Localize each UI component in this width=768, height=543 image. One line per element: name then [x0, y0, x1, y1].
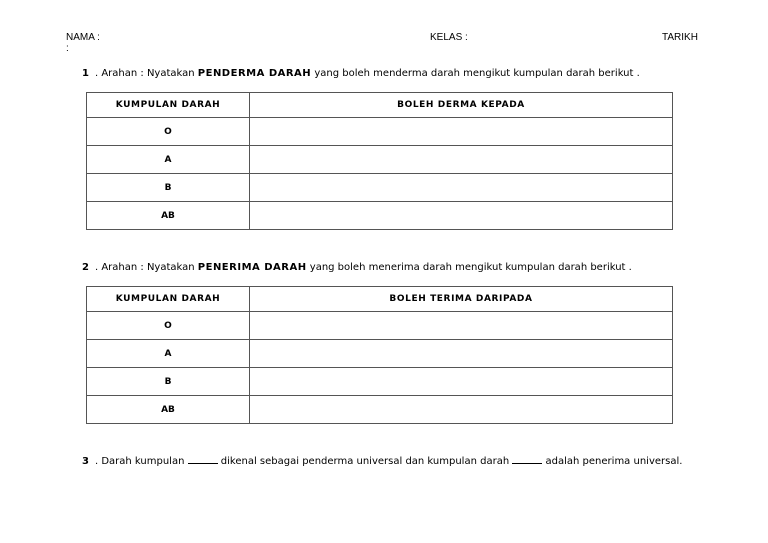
kelas-label: KELAS : [430, 32, 468, 43]
table-header-row [87, 287, 673, 312]
donor-table [86, 92, 673, 230]
table-row [87, 118, 673, 146]
question-2-text-before: Arahan : Nyatakan [101, 262, 198, 273]
question-2-number: 2 [82, 262, 89, 273]
question-1-text-before: Arahan : Nyatakan [101, 68, 198, 79]
question-2-text-after: yang boleh menerima darah mengikut kumpulan darah berikut . [306, 262, 632, 273]
question-3-part-2: dikenal sebagai penderma universal dan kumpulan darah [220, 456, 510, 467]
answer-cell[interactable] [250, 146, 673, 174]
blood-group-cell: B [87, 368, 250, 396]
table-header-row [87, 93, 673, 118]
question-1: 1 . Arahan : Nyatakan PENDERMA DARAH yang boleh menderma darah mengikut kumpulan darah berikut . [82, 68, 640, 79]
answer-cell[interactable] [250, 118, 673, 146]
blood-group-cell: O [87, 312, 250, 340]
table-row [87, 174, 673, 202]
nama-label: NAMA : [66, 32, 100, 43]
question-1-bold: PENDERMA DARAH [197, 68, 312, 79]
blood-group-cell: A [87, 340, 250, 368]
answer-cell[interactable] [250, 340, 673, 368]
answer-cell[interactable] [250, 174, 673, 202]
recipient-table [86, 286, 673, 424]
column-header-kumpulan: KUMPULAN DARAH [87, 287, 250, 312]
column-header-derma: BOLEH DERMA KEPADA [250, 93, 673, 118]
question-3-part-1: Darah kumpulan [101, 456, 185, 467]
table-row [87, 368, 673, 396]
table-row [87, 202, 673, 230]
question-3: 3 . Darah kumpulan dikenal sebagai penderma universal dan kumpulan darah adalah penerima universal. [82, 456, 683, 467]
answer-cell[interactable] [250, 368, 673, 396]
question-3-part-3: adalah penerima universal. [545, 456, 683, 467]
answer-blank-1[interactable] [188, 462, 218, 464]
question-1-text-after: yang boleh menderma darah mengikut kumpulan darah berikut . [311, 68, 640, 79]
table-row [87, 340, 673, 368]
table-row [87, 146, 673, 174]
table-row [87, 396, 673, 424]
answer-cell[interactable] [250, 312, 673, 340]
question-2-bold: PENERIMA DARAH [197, 262, 307, 273]
tarikh-label: TARIKH [662, 32, 698, 43]
column-header-kumpulan: KUMPULAN DARAH [87, 93, 250, 118]
blood-group-cell: AB [87, 202, 250, 230]
question-2: 2 . Arahan : Nyatakan PENERIMA DARAH yang boleh menerima darah mengikut kumpulan darah berikut . [82, 262, 632, 273]
question-1-number: 1 [82, 68, 89, 79]
table-row [87, 312, 673, 340]
blood-group-cell: B [87, 174, 250, 202]
blood-group-cell: AB [87, 396, 250, 424]
question-3-number: 3 [82, 456, 89, 467]
blood-group-cell: O [87, 118, 250, 146]
blood-group-cell: A [87, 146, 250, 174]
answer-cell[interactable] [250, 202, 673, 230]
answer-blank-2[interactable] [512, 462, 542, 464]
nama-colon: : [66, 43, 69, 54]
column-header-terima: BOLEH TERIMA DARIPADA [250, 287, 673, 312]
answer-cell[interactable] [250, 396, 673, 424]
